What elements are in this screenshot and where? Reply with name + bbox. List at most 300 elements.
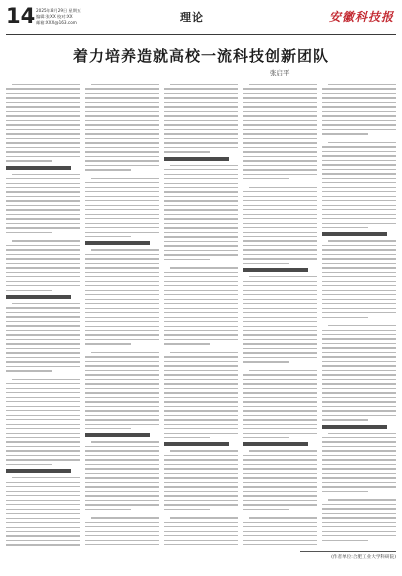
body-text-line <box>322 115 396 116</box>
body-text-line <box>85 165 159 166</box>
body-text-line <box>322 281 396 282</box>
body-text-line <box>243 330 317 331</box>
body-text-line <box>322 415 396 416</box>
body-text-line <box>164 464 238 465</box>
body-text-line <box>243 424 317 425</box>
page-number: 14 <box>6 4 36 28</box>
body-text-line <box>322 334 396 335</box>
body-text-line <box>164 531 238 532</box>
body-text-line <box>322 365 396 366</box>
body-text-line <box>249 370 317 371</box>
body-text-line <box>6 245 80 246</box>
body-text-line <box>322 446 396 447</box>
body-text-line <box>243 129 317 130</box>
body-text-line <box>322 191 396 192</box>
body-text-line <box>12 379 80 380</box>
body-text-line <box>6 214 80 215</box>
body-text-line <box>243 285 317 286</box>
body-text-line <box>243 468 317 469</box>
body-text-line <box>164 115 238 116</box>
body-text-line <box>85 111 159 112</box>
body-text-line <box>243 102 317 103</box>
body-text-line <box>164 290 238 291</box>
body-text-line <box>243 312 317 313</box>
body-text-line <box>322 146 396 147</box>
body-text-line <box>85 281 159 282</box>
body-text-line <box>243 178 289 179</box>
body-text-line <box>322 450 396 451</box>
body-text-line <box>322 294 396 295</box>
body-text-line <box>6 500 80 501</box>
body-text-line <box>322 317 368 318</box>
body-text-line <box>85 450 159 451</box>
body-text-line <box>6 531 80 532</box>
body-text-line <box>322 508 396 509</box>
body-text-line <box>6 129 80 130</box>
body-text-line <box>249 187 317 188</box>
body-text-line <box>322 299 396 300</box>
body-text-line <box>164 142 238 143</box>
body-text-line <box>164 133 238 134</box>
body-text-line <box>243 491 317 492</box>
body-text-line <box>6 223 80 224</box>
body-text-line <box>12 240 80 241</box>
article-headline: 着力培养造就高校一流科技创新团队 <box>72 47 329 65</box>
body-text-line <box>243 111 317 112</box>
body-text-line <box>243 106 317 107</box>
body-text-line <box>243 339 317 340</box>
body-text-line <box>6 366 80 367</box>
body-text-line <box>243 281 317 282</box>
body-text-line <box>164 191 238 192</box>
body-text-line <box>243 540 317 541</box>
body-text-line <box>12 477 80 478</box>
body-text-line <box>6 115 80 116</box>
body-text-line <box>170 165 238 166</box>
body-text-line <box>249 517 317 518</box>
body-text-line <box>243 191 317 192</box>
body-text-line <box>6 450 80 451</box>
body-text-line <box>243 317 317 318</box>
body-text-line <box>6 325 80 326</box>
body-text-line <box>243 348 317 349</box>
subheading-line <box>164 157 229 161</box>
body-text-line <box>322 312 396 313</box>
body-text-line <box>6 518 80 519</box>
body-text-line <box>164 468 238 469</box>
body-text-line <box>322 379 396 380</box>
body-text-line <box>164 281 238 282</box>
body-text-line <box>164 361 238 362</box>
body-text-line <box>164 151 210 152</box>
body-text-line <box>243 500 317 501</box>
body-text-line <box>6 459 80 460</box>
body-text-line <box>6 527 80 528</box>
body-text-line <box>85 142 159 143</box>
body-text-line <box>85 182 159 183</box>
body-text-line <box>6 276 80 277</box>
body-text-line <box>12 84 80 85</box>
body-text-line <box>85 294 159 295</box>
body-text-line <box>322 343 396 344</box>
body-text-line <box>322 276 396 277</box>
body-text-line <box>322 531 396 532</box>
header-meta <box>36 8 81 27</box>
body-text-line <box>6 258 80 259</box>
body-text-line <box>243 214 317 215</box>
body-text-line <box>243 504 317 505</box>
body-text-line <box>249 450 317 451</box>
body-text-line <box>6 133 80 134</box>
body-text-line <box>85 263 159 264</box>
body-text-line <box>164 196 238 197</box>
body-text-line <box>164 397 238 398</box>
body-text-line <box>85 308 159 309</box>
body-text-line <box>322 504 396 505</box>
body-text-line <box>6 93 80 94</box>
body-text-line <box>164 459 238 460</box>
body-text-line <box>164 473 238 474</box>
body-text-line <box>164 187 238 188</box>
body-text-line <box>322 303 396 304</box>
body-text-line <box>6 147 80 148</box>
body-text-line <box>85 93 159 94</box>
text-column-3 <box>164 84 238 546</box>
body-text-line <box>6 249 80 250</box>
body-text-line <box>85 321 159 322</box>
body-text-line <box>243 415 317 416</box>
body-text-line <box>322 267 396 268</box>
body-text-line <box>243 401 317 402</box>
body-text-line <box>243 236 317 237</box>
body-text-line <box>164 241 238 242</box>
body-text-line <box>164 401 238 402</box>
body-text-line <box>243 433 317 434</box>
body-text-line <box>6 316 80 317</box>
body-text-line <box>6 151 80 152</box>
body-text-line <box>322 517 396 518</box>
body-text-line <box>164 321 238 322</box>
body-text-line <box>322 93 396 94</box>
body-text-line <box>6 397 80 398</box>
body-text-line <box>85 544 159 545</box>
body-text-line <box>243 294 317 295</box>
body-text-line <box>322 272 396 273</box>
body-text-line <box>85 535 159 536</box>
body-text-line <box>85 334 159 335</box>
subheading-line <box>243 268 308 272</box>
body-text-line <box>85 383 159 384</box>
body-text-line <box>85 397 159 398</box>
subheading-line <box>6 295 71 299</box>
body-text-line <box>322 88 396 89</box>
body-text-line <box>322 124 396 125</box>
body-text-line <box>322 285 396 286</box>
body-text-line <box>322 459 396 460</box>
body-text-line <box>170 352 238 353</box>
body-text-line <box>322 486 396 487</box>
body-text-line <box>85 218 159 219</box>
body-text-line <box>6 388 80 389</box>
body-text-line <box>243 165 317 166</box>
body-text-line <box>164 276 238 277</box>
body-text-line <box>322 223 396 224</box>
body-text-line <box>6 97 80 98</box>
body-text-line <box>85 330 159 331</box>
body-text-line <box>85 509 131 510</box>
body-text-line <box>85 187 159 188</box>
body-text-line <box>164 356 238 357</box>
body-text-line <box>322 513 396 514</box>
body-text-line <box>6 522 80 523</box>
body-text-line <box>85 459 159 460</box>
body-text-line <box>85 160 159 161</box>
body-text-line <box>322 308 396 309</box>
body-text-line <box>6 254 80 255</box>
body-text-line <box>164 317 238 318</box>
body-text-line <box>164 209 238 210</box>
body-text-line <box>322 97 396 98</box>
body-text-line <box>85 531 159 532</box>
body-text-line <box>164 303 238 304</box>
body-text-line <box>85 106 159 107</box>
body-text-line <box>85 540 159 541</box>
body-text-line <box>85 115 159 116</box>
body-text-line <box>6 267 80 268</box>
body-text-line <box>322 160 396 161</box>
text-column-1 <box>6 84 80 546</box>
issue-editor: 编辑:张XX 校对:XX <box>36 14 73 20</box>
body-text-line <box>91 84 159 85</box>
body-text-line <box>6 361 80 362</box>
body-text-line <box>322 540 368 541</box>
body-text-line <box>6 290 52 291</box>
body-text-line <box>85 138 159 139</box>
body-text-line <box>322 441 396 442</box>
article-author: 张启平 <box>270 69 290 77</box>
body-text-line <box>85 151 159 152</box>
body-text-line <box>6 124 80 125</box>
body-text-line <box>243 482 317 483</box>
body-text-line <box>85 133 159 134</box>
body-text-line <box>85 392 159 393</box>
body-text-line <box>6 120 80 121</box>
body-text-line <box>322 169 396 170</box>
body-text-line <box>6 187 80 188</box>
body-text-line <box>243 223 317 224</box>
body-text-line <box>85 477 159 478</box>
body-text-line <box>164 205 238 206</box>
body-text-line <box>85 486 159 487</box>
body-text-line <box>243 437 289 438</box>
body-text-line <box>249 84 317 85</box>
page-header <box>6 6 396 35</box>
body-text-line <box>164 259 210 260</box>
body-text-line <box>6 160 52 161</box>
body-text-line <box>243 156 317 157</box>
body-text-line <box>6 106 80 107</box>
body-text-line <box>243 535 317 536</box>
body-text-line <box>243 361 289 362</box>
body-text-line <box>243 303 317 304</box>
body-text-line <box>164 299 238 300</box>
body-text-line <box>322 133 368 134</box>
article-body <box>6 84 396 546</box>
body-text-line <box>243 142 317 143</box>
body-text-line <box>164 183 238 184</box>
body-text-line <box>85 410 159 411</box>
body-text-line <box>164 93 238 94</box>
body-text-line <box>164 392 238 393</box>
body-text-line <box>85 97 159 98</box>
body-text-line <box>243 124 317 125</box>
body-text-line <box>85 120 159 121</box>
body-text-line <box>243 209 317 210</box>
body-text-line <box>243 326 317 327</box>
body-text-line <box>6 513 80 514</box>
body-text-line <box>6 178 80 179</box>
body-text-line <box>322 388 396 389</box>
body-text-line <box>85 339 159 340</box>
body-text-line <box>243 249 317 250</box>
body-text-line <box>164 236 238 237</box>
body-text-line <box>6 191 80 192</box>
body-text-line <box>322 200 396 201</box>
body-text-line <box>243 258 317 259</box>
body-text-line <box>322 535 396 536</box>
body-text-line <box>85 356 159 357</box>
body-text-line <box>164 388 238 389</box>
body-text-line <box>6 330 80 331</box>
body-text-line <box>85 379 159 380</box>
body-text-line <box>322 155 396 156</box>
body-text-line <box>85 504 159 505</box>
body-text-line <box>6 401 80 402</box>
body-text-line <box>243 464 317 465</box>
body-text-line <box>243 544 317 545</box>
body-text-line <box>322 196 396 197</box>
body-text-line <box>328 84 396 85</box>
body-text-line <box>243 120 317 121</box>
body-text-line <box>164 129 238 130</box>
body-text-line <box>243 254 317 255</box>
body-text-line <box>6 281 80 282</box>
subheading-line <box>6 469 71 473</box>
body-text-line <box>243 290 317 291</box>
subheading-line <box>6 166 71 170</box>
body-text-line <box>322 187 396 188</box>
body-text-line <box>322 209 396 210</box>
body-text-line <box>328 325 396 326</box>
body-text-line <box>85 500 159 501</box>
body-text-line <box>164 477 238 478</box>
body-text-line <box>322 227 368 228</box>
body-text-line <box>322 263 396 264</box>
body-text-line <box>85 401 159 402</box>
body-text-line <box>6 424 80 425</box>
body-text-line <box>328 499 396 500</box>
body-text-line <box>322 254 396 255</box>
body-text-line <box>164 147 238 148</box>
body-text-line <box>322 205 396 206</box>
body-text-line <box>243 406 317 407</box>
subheading-line <box>322 425 387 429</box>
body-text-line <box>243 218 317 219</box>
body-text-line <box>85 124 159 125</box>
body-text-line <box>164 120 238 121</box>
body-text-line <box>6 410 80 411</box>
body-text-line <box>6 352 80 353</box>
body-text-line <box>243 321 317 322</box>
body-text-line <box>322 182 396 183</box>
body-text-line <box>322 347 396 348</box>
body-text-line <box>243 477 317 478</box>
body-text-line <box>85 415 159 416</box>
body-text-line <box>243 97 317 98</box>
body-text-line <box>85 214 159 215</box>
body-text-line <box>243 357 317 358</box>
body-text-line <box>164 433 238 434</box>
body-text-line <box>243 133 317 134</box>
body-text-line <box>243 392 317 393</box>
body-text-line <box>6 464 52 465</box>
body-text-line <box>164 272 238 273</box>
body-text-line <box>164 540 238 541</box>
body-text-line <box>164 250 238 251</box>
body-text-line <box>85 361 159 362</box>
body-text-line <box>85 522 159 523</box>
body-text-line <box>85 428 131 429</box>
body-text-line <box>322 419 368 420</box>
body-text-line <box>85 419 159 420</box>
body-text-line <box>6 441 80 442</box>
subheading-line <box>243 442 308 446</box>
body-text-line <box>164 245 238 246</box>
body-text-line <box>85 156 159 157</box>
body-text-line <box>164 218 238 219</box>
body-text-line <box>85 196 159 197</box>
body-text-line <box>6 218 80 219</box>
text-column-2 <box>85 84 159 546</box>
body-text-line <box>322 406 396 407</box>
body-text-line <box>6 209 80 210</box>
body-text-line <box>164 437 210 438</box>
body-text-line <box>243 531 317 532</box>
body-text-line <box>6 205 80 206</box>
body-text-line <box>243 308 317 309</box>
body-text-line <box>243 196 317 197</box>
body-text-line <box>164 522 238 523</box>
body-text-line <box>85 227 159 228</box>
body-text-line <box>243 299 317 300</box>
body-text-line <box>91 441 159 442</box>
body-text-line <box>6 535 80 536</box>
text-column-4 <box>243 84 317 546</box>
body-text-line <box>170 84 238 85</box>
body-text-line <box>322 464 396 465</box>
author-affiliation: (作者单位:合肥工业大学科研院) <box>331 555 396 560</box>
body-text-line <box>164 535 238 536</box>
body-text-line <box>6 138 80 139</box>
body-text-line <box>322 245 396 246</box>
body-text-line <box>6 312 80 313</box>
body-text-line <box>85 424 159 425</box>
body-text-line <box>6 111 80 112</box>
body-text-line <box>85 223 159 224</box>
body-text-line <box>6 415 80 416</box>
body-text-line <box>243 495 317 496</box>
body-text-line <box>243 526 317 527</box>
